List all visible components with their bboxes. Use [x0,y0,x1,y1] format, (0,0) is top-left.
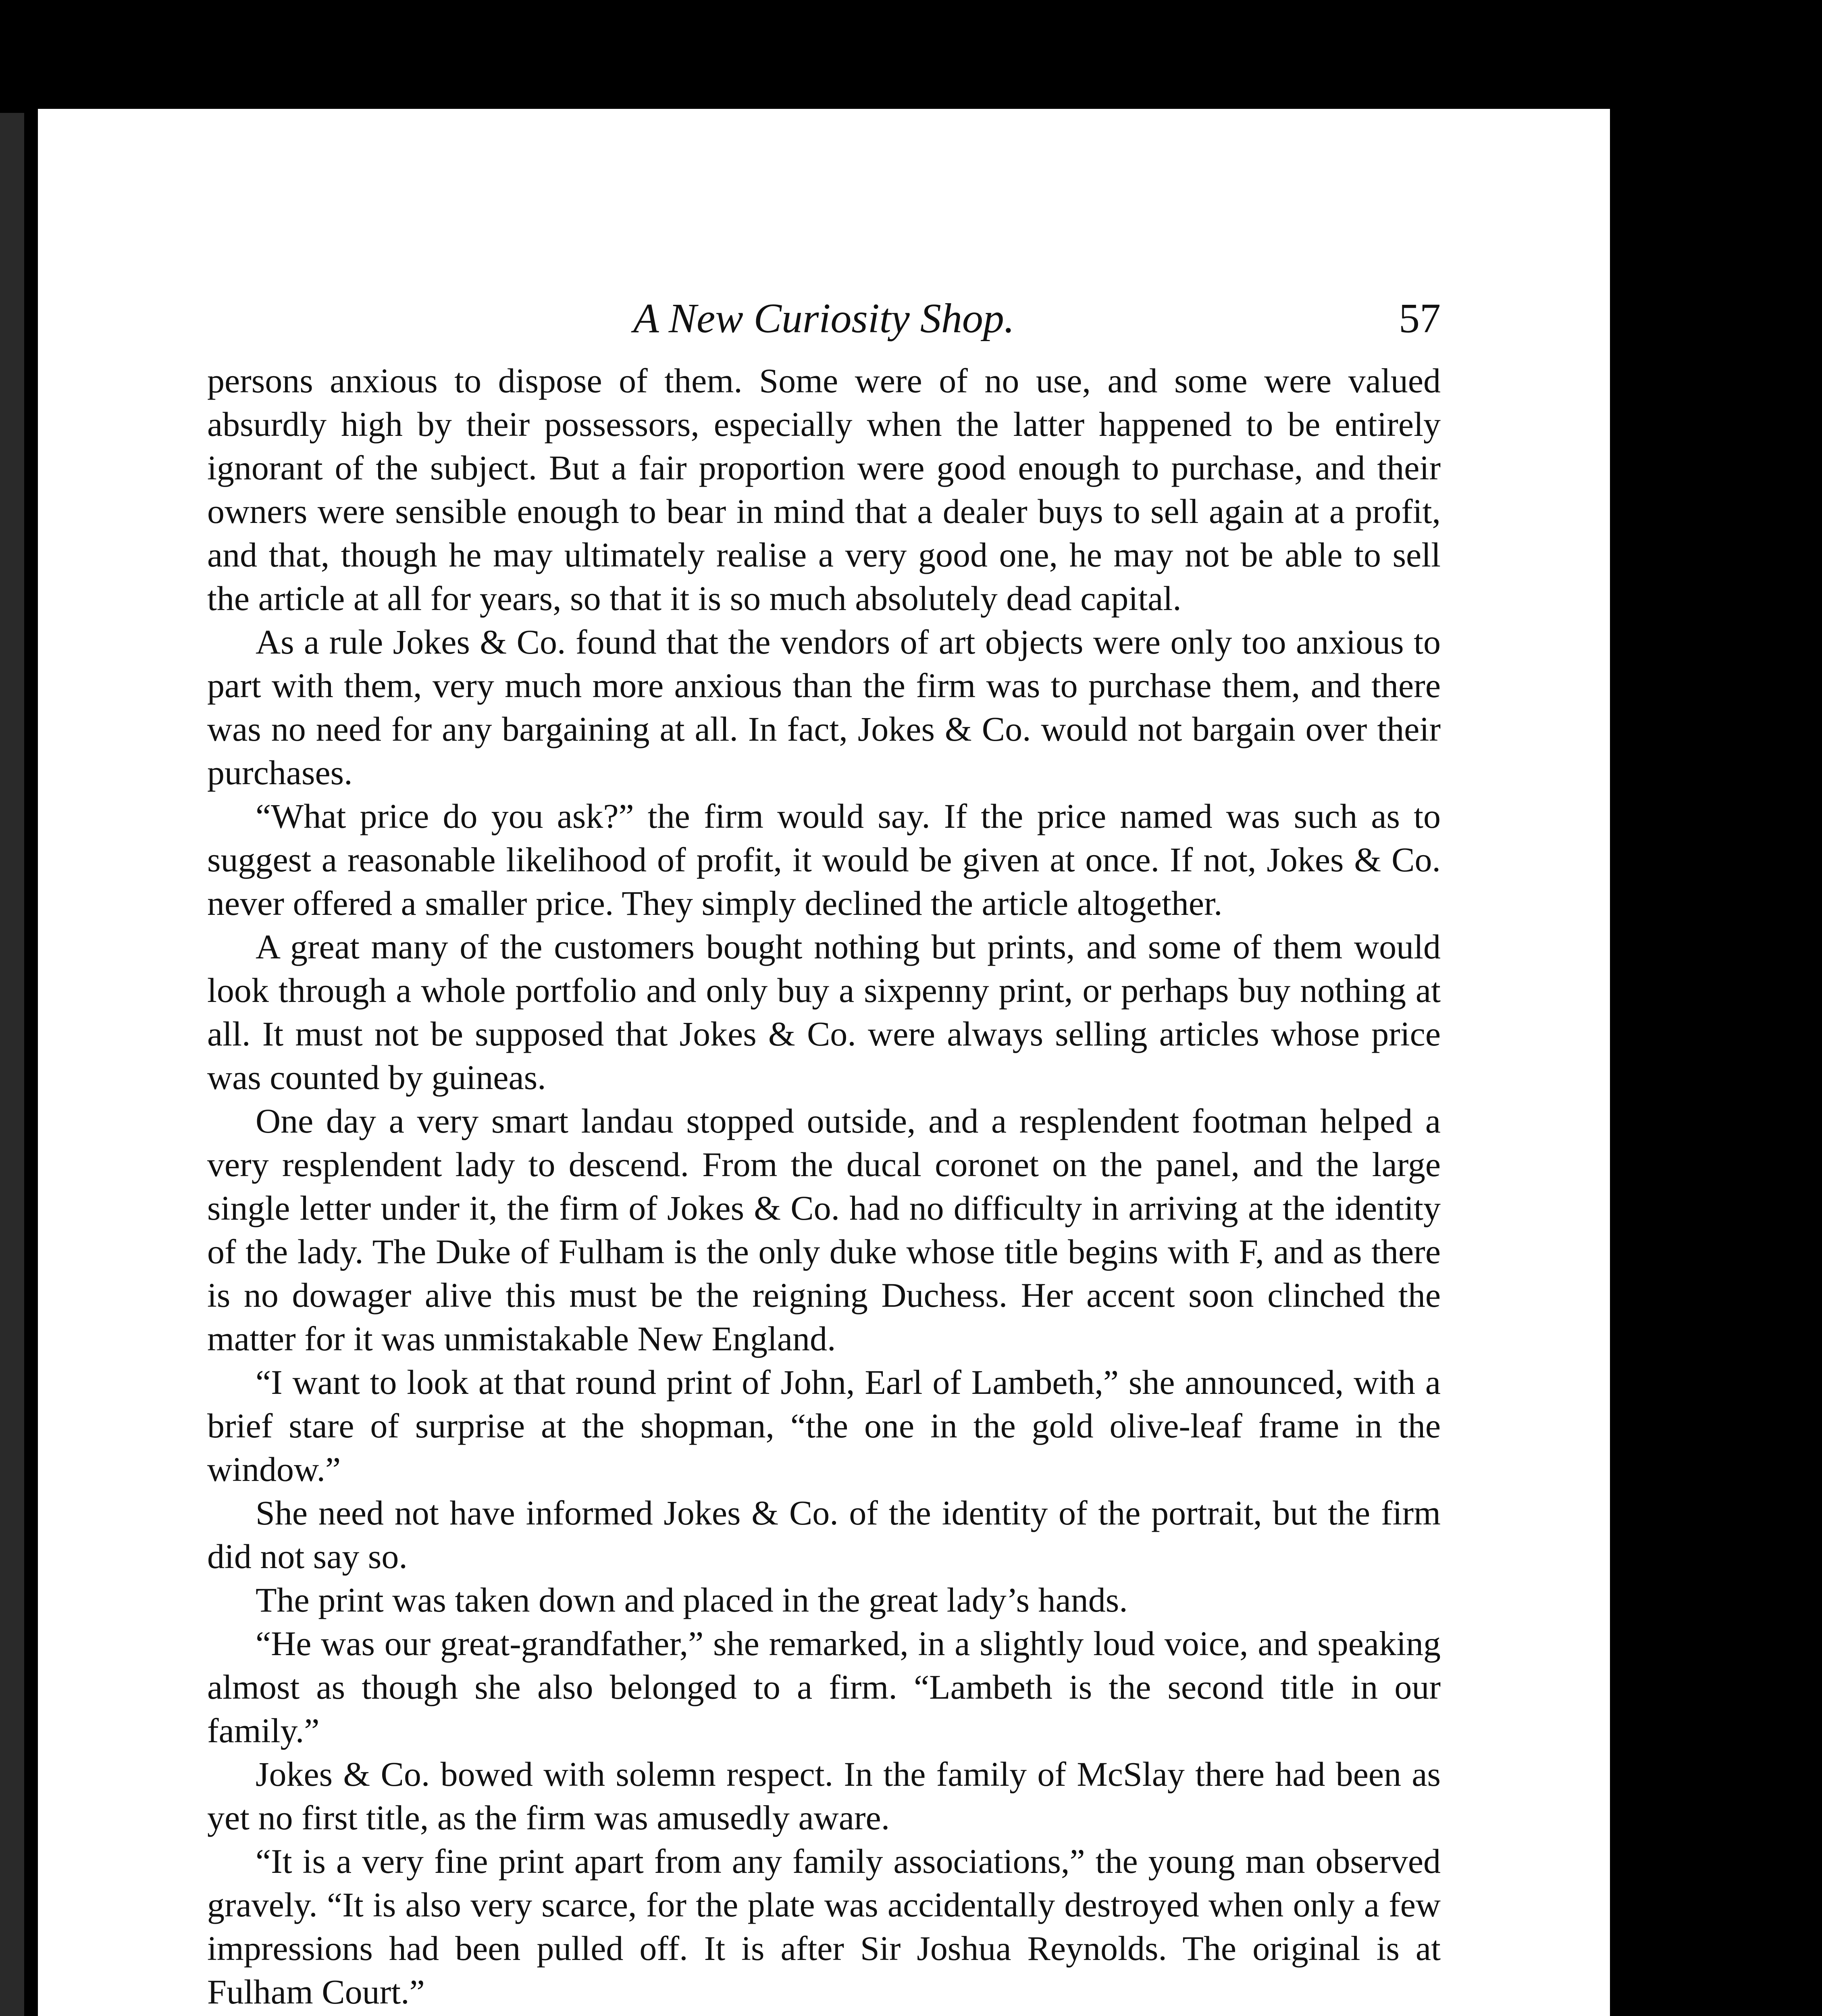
paragraph-5: One day a very smart landau stopped outside, and a resplendent footman helped a very resplendent lady to descend. From the ducal coronet on the panel, and the large single letter under it, the firm of Jokes & Co. had no difficulty in arriving at the identity of the lady. The Duke of Fulham is the only duke whose title begins with F, and as there is no dowager alive this must be the reigning Duchess. Her accent soon clinched the matter for it was unmistakable New England. [207,1102,1441,1358]
book-page [38,109,1610,2016]
paragraph-1: persons anxious to dispose of them. Some were of no use, and some were valued absurdly high by their possessors, especially when the latter happened to be entirely ignorant of the subject. But a fair proportion were good enough to purchase, and their owners were sensible enough to bear in mind that a dealer buys to sell again at a profit, and that, though he may ultimately realise a very good one, he may not be able to sell the article at all for years, so that it is so much absolutely dead capital. [207,361,1441,618]
paragraph-3: “What price do you ask?” the firm would say. If the price named was such as to suggest a reasonable likelihood of profit, it would be given at once. If not, Jokes & Co. never offered a smaller price. They simply declined the article altogether. [207,797,1441,923]
paragraph-11: “It is a very fine print apart from any family associations,” the young man observed gravely. “It is also very scarce, for the plate was accidentally destroyed when only a few impressions had been pulled off. It is after Sir Joshua Reynolds. The original is at Fulham Court.” [207,1842,1441,2011]
paragraph-10: Jokes & Co. bowed with solemn respect. In the family of McSlay there had been as yet no first title, as the firm was amusedly aware. [207,1755,1441,1837]
running-head [207,278,1441,359]
paragraph-2: As a rule Jokes & Co. found that the vendors of art objects were only too anxious to part with them, very much more anxious than the firm was to purchase them, and there was no need for any bargaining at all. In fact, Jokes & Co. would not bargain over their purchases. [207,623,1441,792]
page-number: 57 [1399,295,1441,342]
body-text [207,359,1441,2014]
paragraph-7: She need not have informed Jokes & Co. of the identity of the portrait, but the firm did not say so. [207,1493,1441,1576]
running-title: A New Curiosity Shop. [633,295,1015,342]
paragraph-9: “He was our great-grandfather,” she remarked, in a slightly loud voice, and speaking almost as though she also belonged to a firm. “Lambeth is the second title in our family.” [207,1624,1441,1750]
paragraph-6: “I want to look at that round print of John, Earl of Lambeth,” she announced, with a brief stare of surprise at the shopman, “the one in the gold olive-leaf frame in the window.” [207,1363,1441,1489]
paragraph-4: A great many of the customers bought nothing but prints, and some of them would look through a whole portfolio and only buy a sixpenny print, or perhaps buy nothing at all. It must not be supposed that Jokes & Co. were always selling articles whose price was counted by guineas. [207,927,1441,1097]
book-spine-edge [0,113,24,2016]
paragraph-8: The print was taken down and placed in the great lady’s hands. [256,1581,1128,1619]
